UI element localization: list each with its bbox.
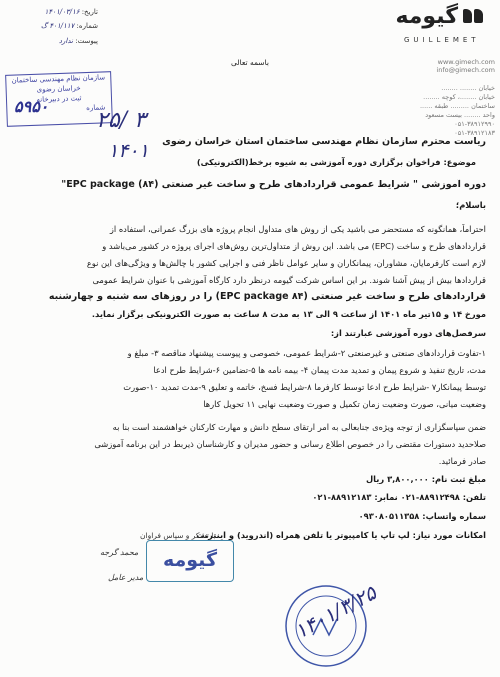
course-title: دوره آموزشی " شرایط عمومی قراردادهای طرح و ساخت غیر صنعتی (۸۴) EPC package" (61, 179, 486, 190)
signer-role: مدیر عامل (108, 573, 144, 582)
paragraph2-line: صادر فرمائید. (438, 456, 486, 466)
recipient-line: ریاست محترم سازمان نظام مهندسی ساختمان استان خراسان رضوی (162, 136, 486, 147)
topics-heading: سرفصل‌های دوره آموزشی عبارتند از: (330, 328, 486, 338)
paragraph1-line: قراردادهای طرح و ساخت (EPC) می باشد. این روش از متداول‌ترین روش‌های اجرای پروژه در کشور می‌باشد و (102, 241, 486, 251)
date-field: تاریخ: ۱۴۰۱/۰۳/۱۶ (44, 8, 98, 16)
topic-line: ۱-تفاوت قراردادهای صنعتی و غیرصنعتی ۲-شرایط عمومی، خصوصی و پیوست پیشنهاد مناقصه ۳- مبلغ و (127, 348, 486, 358)
brand-name-latin: GUILLEMET (404, 36, 480, 44)
handwritten-date: ۲۵/ ۳ (96, 108, 146, 133)
subject-line: موضوع: فراخوان برگزاری دوره آموزشی به شیوه برخط(الکترونیکی) (196, 157, 476, 167)
paragraph1-line: قراردادها بیش از پیش آشنا شوند. بر این اساس شرکت گیومه درنظر دارد کارگاه آموزشی با عنوان شرایط عمومی (92, 275, 486, 285)
paragraph2-line: صلاحدید دستورات مقتضی را در خصوص اطلاع رسانی و حضور مدیران و کارشناسان ذیربط در این برنامه آموزشی (94, 439, 486, 449)
closing-phrase: با تشکر و سپاس فراوان (140, 531, 216, 540)
topic-line: مدت، تاریخ تنفیذ و شروع پیمان و تمدید مدت پیمان ۴- بیمه نامه ها ۵-تضامین ۶-شرایط طرح ادعا (153, 365, 486, 375)
number-field: شماره: ۴۰۱/۱۱۷ گ (40, 22, 98, 30)
handwritten-year: ۱۴۰۱ (108, 140, 149, 162)
greeting: باسلام؛ (455, 200, 486, 210)
paragraph1-line: لازم است کارفرمایان، مشاوران، پیمانکاران و سایر عوامل ناظر فنی و اجرایی کشور با چالش‌ها و ویژگی‌های این نوع (86, 258, 486, 268)
brand-address-3: ساختمان ......... طبقه ...... (419, 102, 495, 110)
seal-handwritten-date: ۱۴۰۱/۳/۲۵ (290, 580, 381, 644)
requirements-line: امکانات مورد نیاز: لپ تاپ یا کامپیوتر یا تلفن همراه (اندروید) و اینترنت (196, 530, 486, 540)
company-seal: گیومه (146, 540, 234, 582)
paragraph1-line: مورخ ۱۴ و ۱۵تیر ماه ۱۴۰۱ از ساعت ۹ الی ۱۳ به مدت ۸ ساعت به صورت الکترونیکی برگزار نماید. (91, 309, 486, 319)
secretariat-stamp: سازمان نظام مهندسی ساختمان خراسان رضوی ثبت در دبیرخانه شماره (5, 71, 113, 127)
brand-address-4: واحد ........ بیست مسعود (425, 111, 495, 119)
paragraph1-line: احتراماً، همانگونه که مستحضر می باشید یکی از روش های متداول انجام پروژه های بزرگ عمرانی، استفاده از (109, 224, 486, 234)
brand-address-2: خیابان ........، کوچه ........ (423, 93, 495, 101)
brand-quote-icon (461, 8, 485, 26)
brand-phone: ۰۵۱-۳۸۹۱۲۹۹۰ (454, 120, 495, 128)
brand-name: گیومه (395, 4, 458, 29)
registration-fee: مبلغ ثبت نام: ۳,۸۰۰,۰۰۰ ریال (365, 474, 486, 484)
whatsapp-line: سماره واتساپ: ۰۹۳۰۸۰۵۱۱۳۵۸ (358, 511, 486, 521)
opening-phrase: باسمه تعالی (231, 58, 269, 67)
phone-line: تلفن: ۸۸۹۱۲۴۹۸-۰۲۱ نمابر: ۸۸۹۱۲۱۸۳-۰۲۱ (312, 492, 486, 502)
paragraph2-line: ضمن سپاسگزاری از توجه ویژه‌ی جنابعالی به امر ارتقای سطح دانش و مهارت کارکنان خواهشمند است بنا به (112, 422, 486, 432)
stamp-number: ۵۹۵۰ (14, 97, 49, 116)
brand-fax: ۰۵۱-۳۸۹۱۲۱۸۳ (454, 129, 495, 137)
signer-name: محمد گرجه (100, 548, 139, 557)
attachment-field: پیوست: ندارد (58, 37, 98, 45)
brand-website: www.gimech.com (437, 58, 495, 66)
paragraph1-line: قراردادهای طرح و ساخت غیر صنعتی (EPC package ۸۴) را در روزهای سه شنبه و چهارشنبه (48, 291, 486, 302)
brand-address-1: خیابان ........ ........ (441, 84, 495, 92)
topic-line: توسط پیمانکار۷ -شرایط طرح ادعا توسط کارفرما ۸-شرایط فسخ، خاتمه و تعلیق ۹-مدت تمدید ۱۰-صورت (123, 382, 486, 392)
brand-email: info@gimech.com (436, 66, 495, 74)
topic-line: وضعیت میانی، صورت وضعیت زمان تکمیل و صورت وضعیت نهایی ۱۱ تحویل کارها (203, 399, 486, 409)
